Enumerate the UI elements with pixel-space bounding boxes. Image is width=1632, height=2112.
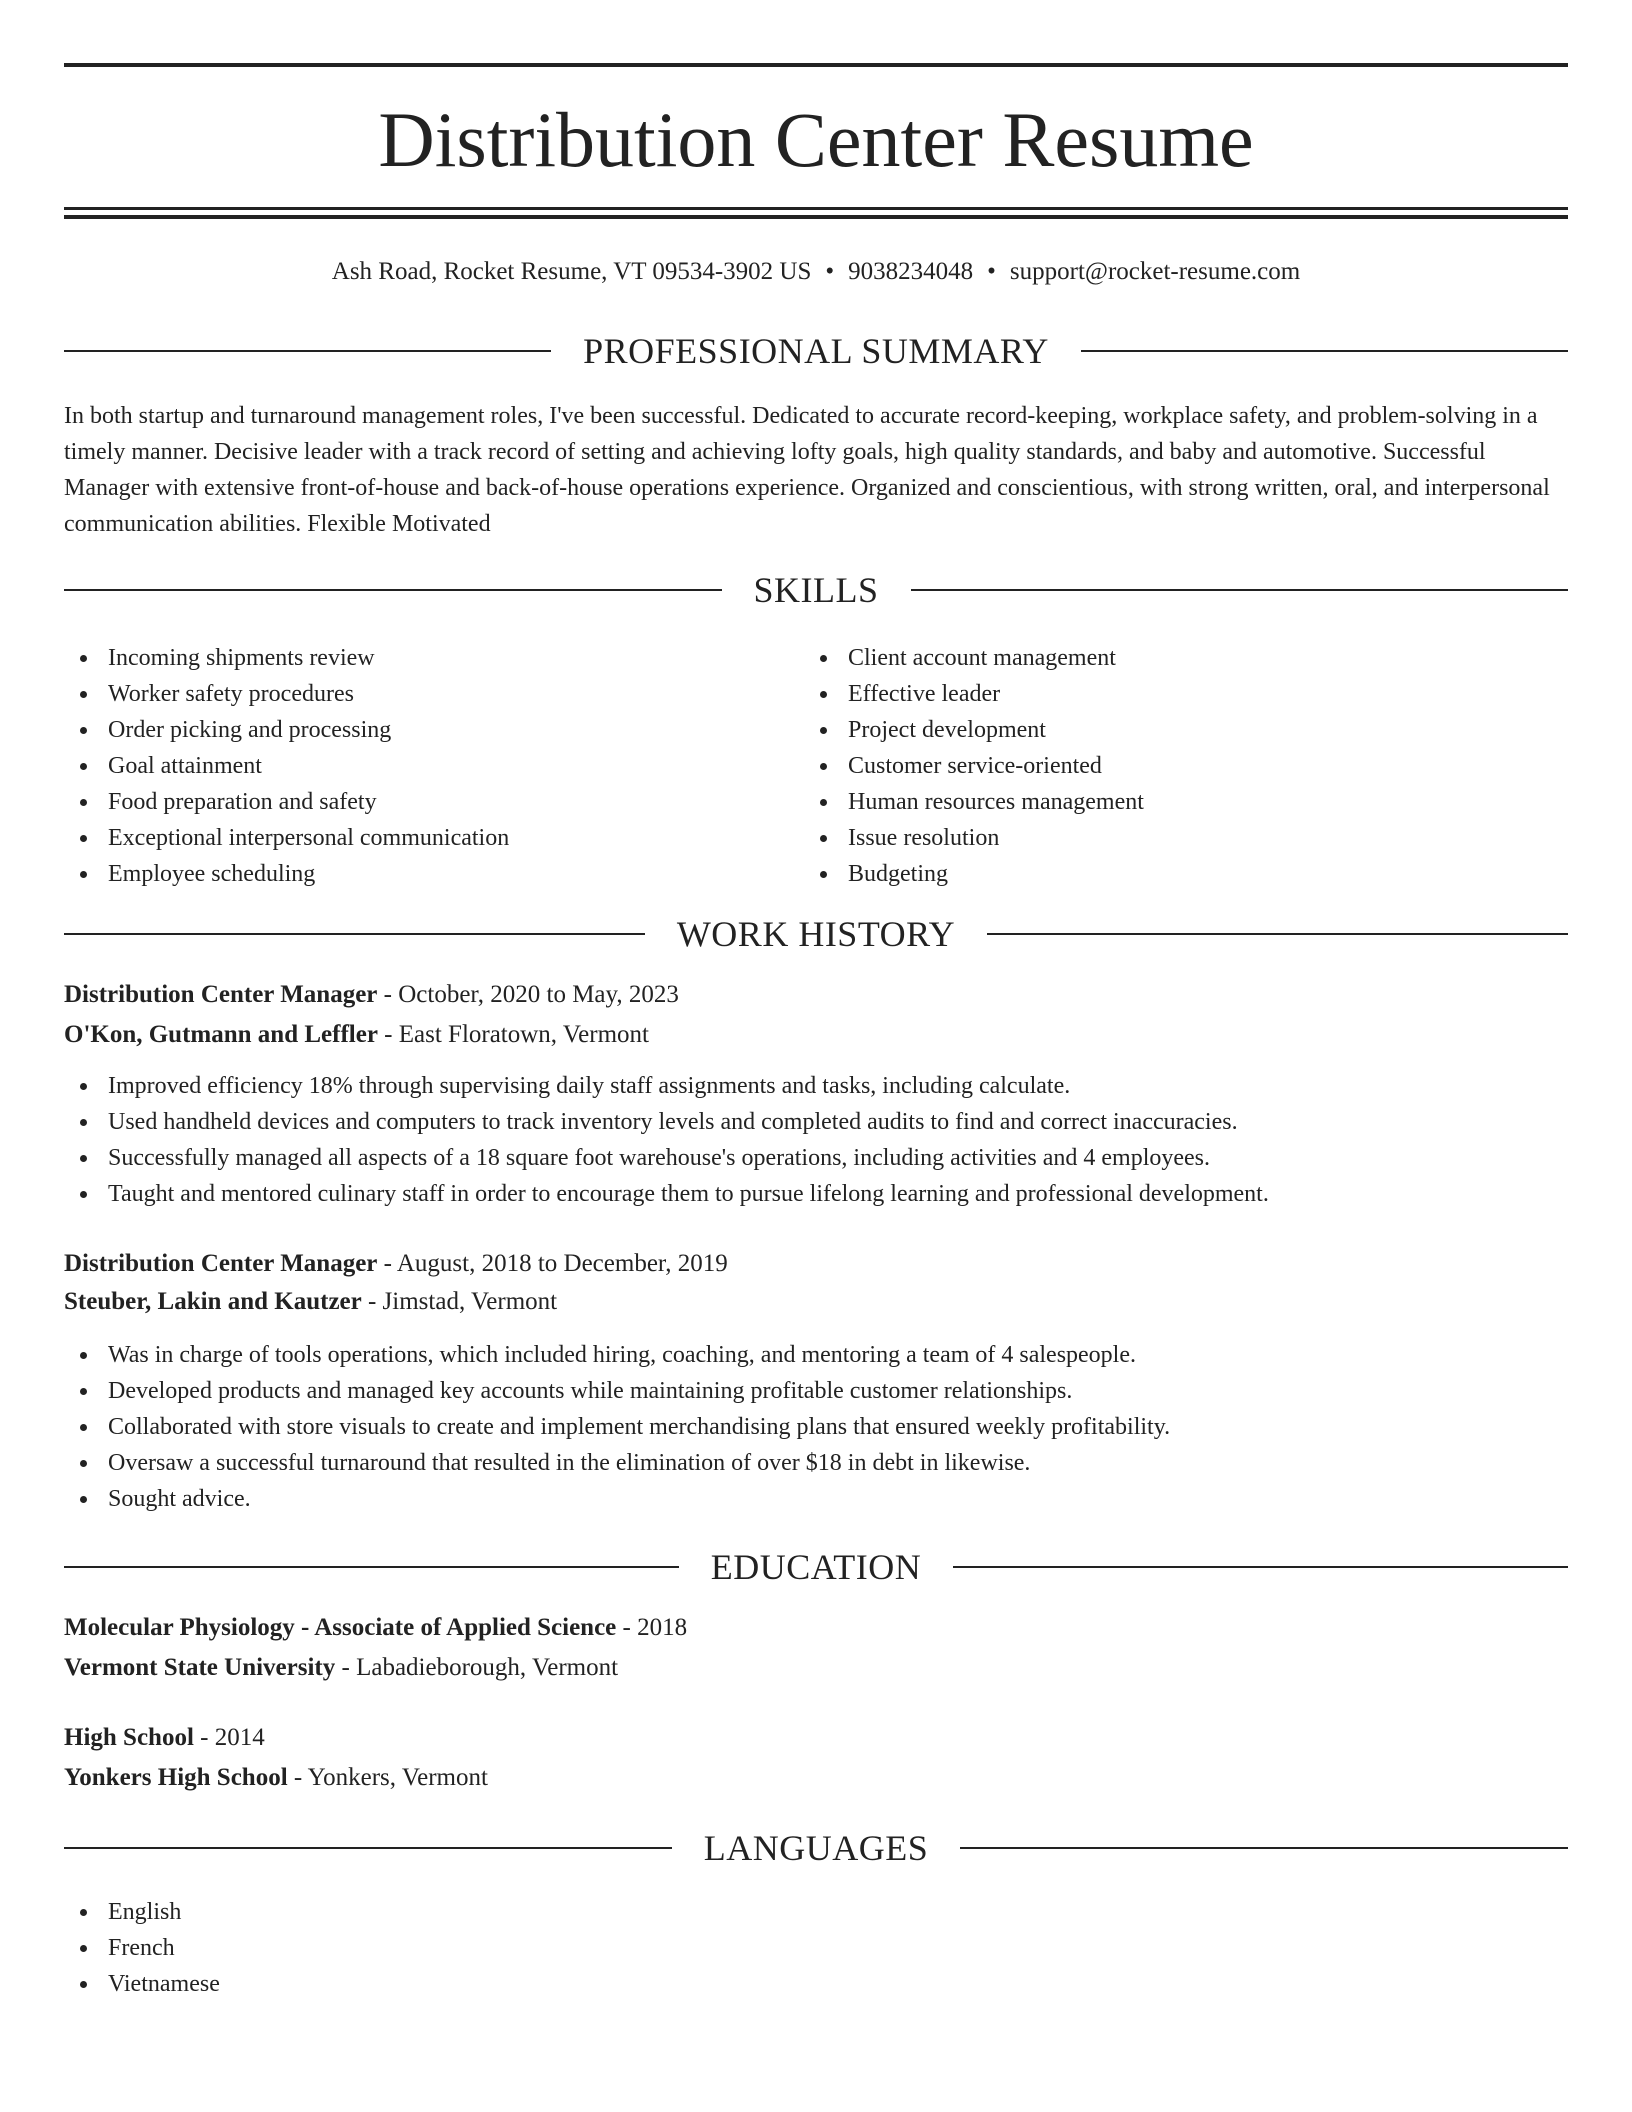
- title-rule-lower: [64, 215, 1568, 219]
- job-company: O'Kon, Gutmann and Leffler: [64, 1021, 378, 1048]
- job-bullet: Improved efficiency 18% through supervising daily staff assignments and tasks, including calculate.: [64, 1068, 1568, 1104]
- section-title: PROFESSIONAL SUMMARY: [583, 331, 1049, 371]
- job-company-line: [64, 1017, 1568, 1053]
- skill-item: Food preparation and safety: [64, 784, 804, 820]
- education-location: - Yonkers, Vermont: [287, 1764, 488, 1791]
- skill-item: Human resources management: [804, 784, 1568, 820]
- education-degree: High School: [64, 1724, 194, 1751]
- education-degree-line: [64, 1610, 1568, 1646]
- contact-address: Ash Road, Rocket Resume, VT 09534-3902 US: [331, 258, 812, 285]
- heading-rule: [987, 933, 1568, 935]
- job-bullet: Successfully managed all aspects of a 18 square foot warehouse's operations, including activities and 4 employees.: [64, 1140, 1568, 1176]
- job-bullet: Collaborated with store visuals to create and implement merchandising plans that ensured weekly profitability.: [64, 1409, 1568, 1445]
- education-year: - 2018: [616, 1614, 688, 1641]
- heading-rule: [64, 933, 645, 935]
- skill-item: Issue resolution: [804, 820, 1568, 856]
- job-bullets: [64, 1068, 1568, 1212]
- job-title: Distribution Center Manager: [64, 1250, 378, 1277]
- skill-item: Goal attainment: [64, 748, 804, 784]
- title-rule-upper: [64, 207, 1568, 210]
- contact-line: [64, 254, 1568, 290]
- job-company-line: [64, 1284, 1568, 1320]
- summary-section-heading: [64, 329, 1568, 373]
- section-title: LANGUAGES: [703, 1828, 929, 1868]
- language-item: Vietnamese: [64, 1966, 1568, 2002]
- job-bullet: Taught and mentored culinary staff in order to encourage them to pursue lifelong learning and professional development.: [64, 1176, 1568, 1212]
- job-bullet: Was in charge of tools operations, which included hiring, coaching, and mentoring a team of 4 salespeople.: [64, 1337, 1568, 1373]
- job-location: - Jimstad, Vermont: [361, 1288, 558, 1315]
- contact-separator: •: [987, 258, 996, 285]
- skill-item: Worker safety procedures: [64, 676, 804, 712]
- education-school-line: [64, 1760, 1568, 1796]
- section-title: EDUCATION: [710, 1547, 922, 1587]
- heading-rule: [1081, 350, 1568, 352]
- job-bullet: Developed products and managed key accounts while maintaining profitable customer relationships.: [64, 1373, 1568, 1409]
- skill-item: Employee scheduling: [64, 856, 804, 892]
- job-title-line: [64, 1246, 1568, 1282]
- summary-text: In both startup and turnaround management roles, I've been successful. Dedicated to accurate record-keeping, workplace safety, and problem-solving in a timely manner. Decisive leader with a track record of setting and achieving lofty goals, high quality standards, and baby and automotive. Successful Manager with extensive front-of-house and back-of-house operations experience. Organized and conscientious, with strong written, oral, and interpersonal communication abilities. Flexible Motivated: [64, 403, 1550, 537]
- skill-item: Order picking and processing: [64, 712, 804, 748]
- page-title: Distribution Center Resume: [378, 96, 1254, 183]
- heading-rule: [911, 589, 1569, 591]
- section-title: WORK HISTORY: [676, 914, 956, 954]
- heading-rule: [64, 1847, 672, 1849]
- job-dates: - August, 2018 to December, 2019: [377, 1250, 728, 1277]
- skill-item: Budgeting: [804, 856, 1568, 892]
- education-school: Yonkers High School: [64, 1764, 288, 1791]
- education-section-heading: [64, 1545, 1568, 1589]
- job-bullets: [64, 1337, 1568, 1517]
- job-bullet: Oversaw a successful turnaround that resulted in the elimination of over $18 in debt in likewise.: [64, 1445, 1568, 1481]
- education-school-line: [64, 1650, 1568, 1686]
- languages-section-heading: [64, 1826, 1568, 1870]
- heading-rule: [960, 1847, 1568, 1849]
- heading-rule: [953, 1566, 1568, 1568]
- job-title: Distribution Center Manager: [64, 981, 378, 1008]
- skill-item: Exceptional interpersonal communication: [64, 820, 804, 856]
- heading-rule: [64, 350, 551, 352]
- language-item: English: [64, 1894, 1568, 1930]
- section-title: SKILLS: [753, 570, 879, 610]
- education-location: - Labadieborough, Vermont: [335, 1654, 619, 1681]
- contact-separator: •: [825, 258, 835, 285]
- education-school: Vermont State University: [64, 1654, 336, 1681]
- language-item: French: [64, 1930, 1568, 1966]
- contact-phone: 9038234048: [848, 258, 974, 285]
- work-section-heading: [64, 912, 1568, 956]
- skills-list-left: [64, 640, 804, 892]
- skills-section-heading: [64, 568, 1568, 612]
- job-title-line: [64, 977, 1568, 1013]
- heading-rule: [64, 1566, 679, 1568]
- skill-item: Incoming shipments review: [64, 640, 804, 676]
- job-bullet: Sought advice.: [64, 1481, 1568, 1517]
- contact-email: support@rocket-resume.com: [1009, 258, 1301, 285]
- job-company: Steuber, Lakin and Kautzer: [64, 1288, 362, 1315]
- job-bullet: Used handheld devices and computers to track inventory levels and completed audits to find and correct inaccuracies.: [64, 1104, 1568, 1140]
- education-degree-line: [64, 1720, 1568, 1756]
- heading-rule: [64, 589, 722, 591]
- skills-list-right: [804, 640, 1568, 892]
- education-degree: Molecular Physiology - Associate of Applied Science: [64, 1614, 617, 1641]
- education-year: - 2014: [193, 1724, 265, 1751]
- top-rule: [64, 63, 1568, 67]
- languages-list: [64, 1894, 1568, 2002]
- job-location: - East Floratown, Vermont: [377, 1021, 649, 1048]
- skill-item: Effective leader: [804, 676, 1568, 712]
- skill-item: Client account management: [804, 640, 1568, 676]
- job-dates: - October, 2020 to May, 2023: [377, 981, 679, 1008]
- skill-item: Project development: [804, 712, 1568, 748]
- skill-item: Customer service-oriented: [804, 748, 1568, 784]
